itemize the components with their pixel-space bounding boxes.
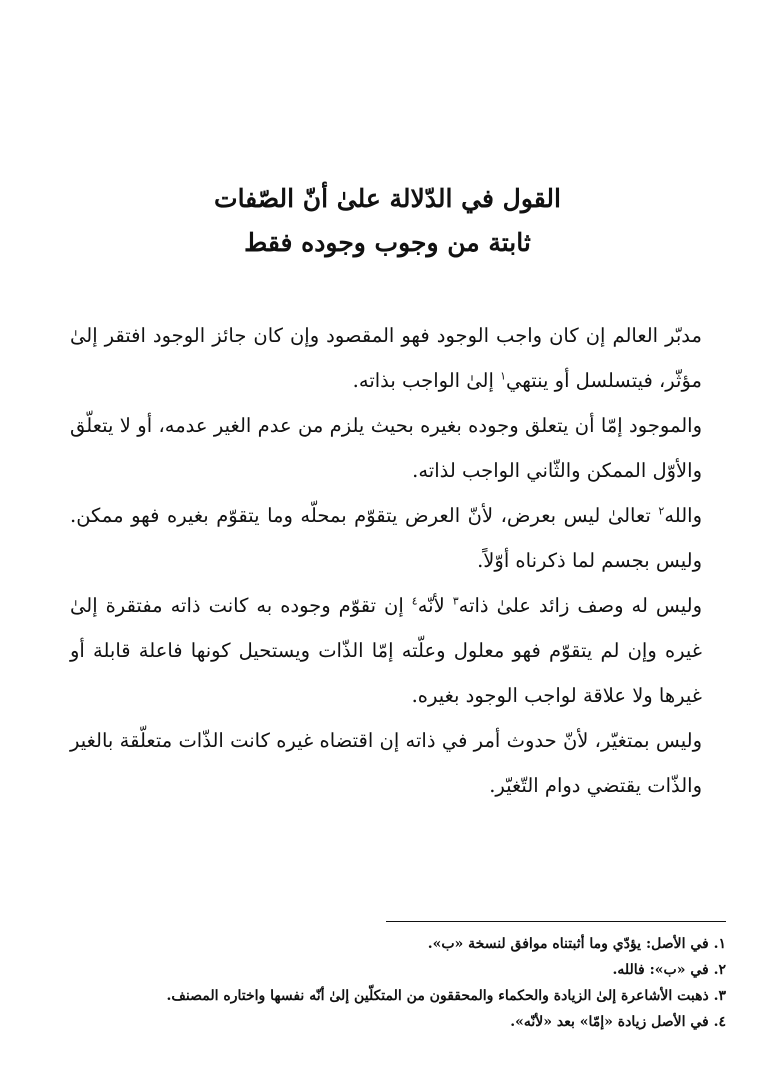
paragraph-4-text-b: لأنّه: [417, 594, 453, 617]
paragraph-1-text-a: مدبّر العالم إن كان واجب الوجود فهو المقصود وإن كان جائز الوجود افتقر إلىٰ مؤثّر، فيتسلسل أو ينتهي: [70, 324, 702, 392]
footnote-3: ٣. ذهبت الأشاعرة إلىٰ الزيادة والحكماء والمحققون من المتكلّين إلىٰ أنّه نفسها واختاره المصنف.: [166, 988, 726, 1004]
footnote-1: ١. في الأصل: يؤدّي وما أثبتناه موافق لنسخة «ب».: [427, 936, 726, 952]
footnote-ref-4[interactable]: ٤: [411, 594, 418, 608]
paragraph-2: والموجود إمّا أن يتعلق وجوده بغيره بحيث يلزم من عدم الغير عدمه، أو لا يتعلّق والأوّل الممكن والثّاني الواجب لذاته.: [70, 414, 702, 482]
paragraph-3-text-b: تعالىٰ ليس بعرض، لأنّ العرض يتقوّم بمحلّه وما يتقوّم بغيره فهو ممكن. وليس بجسم لما ذكرناه أوّلاً.: [70, 504, 702, 572]
paragraph-4-text-c: إن تقوّم وجوده به كانت ذاته مفتقرة إلىٰ غيره وإن لم يتقوّم فهو معلول وعلّته إمّا الذّات ويستحيل كونها فاعلة قابلة أو غيرها ولا علاقة لواجب الوجود بغيره.: [70, 594, 702, 707]
footnotes: [60, 931, 726, 1035]
chapter-title-line-2: ثابتة من وجوب وجوده فقط: [244, 228, 531, 257]
footnote-ref-1[interactable]: ١: [500, 369, 507, 383]
paragraph-1-text-b: إلىٰ الواجب بذاته.: [352, 369, 501, 392]
paragraph-4: [70, 583, 726, 718]
paragraph-5: وليس بمتغيّر، لأنّ حدوث أمر في ذاته إن اقتضاه غيره كانت الذّات متعلّقة بالغير والذّات يقتضي دوام التّغيّر.: [70, 729, 702, 797]
paragraph-1: [70, 313, 726, 403]
footnote-4: ٤. في الأصل زيادة «إمّا» بعد «لأنّه».: [510, 1014, 726, 1030]
paragraph-3: [70, 493, 726, 583]
paragraph-4-text-a: وليس له وصف زائد علىٰ ذاته: [458, 594, 702, 617]
footnote-2: ٢. في «ب»: فالله.: [612, 962, 726, 978]
main-text: [70, 313, 726, 808]
footnote-ref-2[interactable]: ٢: [658, 504, 665, 518]
footnote-ref-3[interactable]: ٣: [452, 594, 459, 608]
footnote-divider: [386, 921, 726, 922]
chapter-title-line-1: القول في الدّلالة علىٰ أنّ الصّفات: [214, 184, 561, 213]
paragraph-3-text-a: والله: [664, 504, 702, 527]
